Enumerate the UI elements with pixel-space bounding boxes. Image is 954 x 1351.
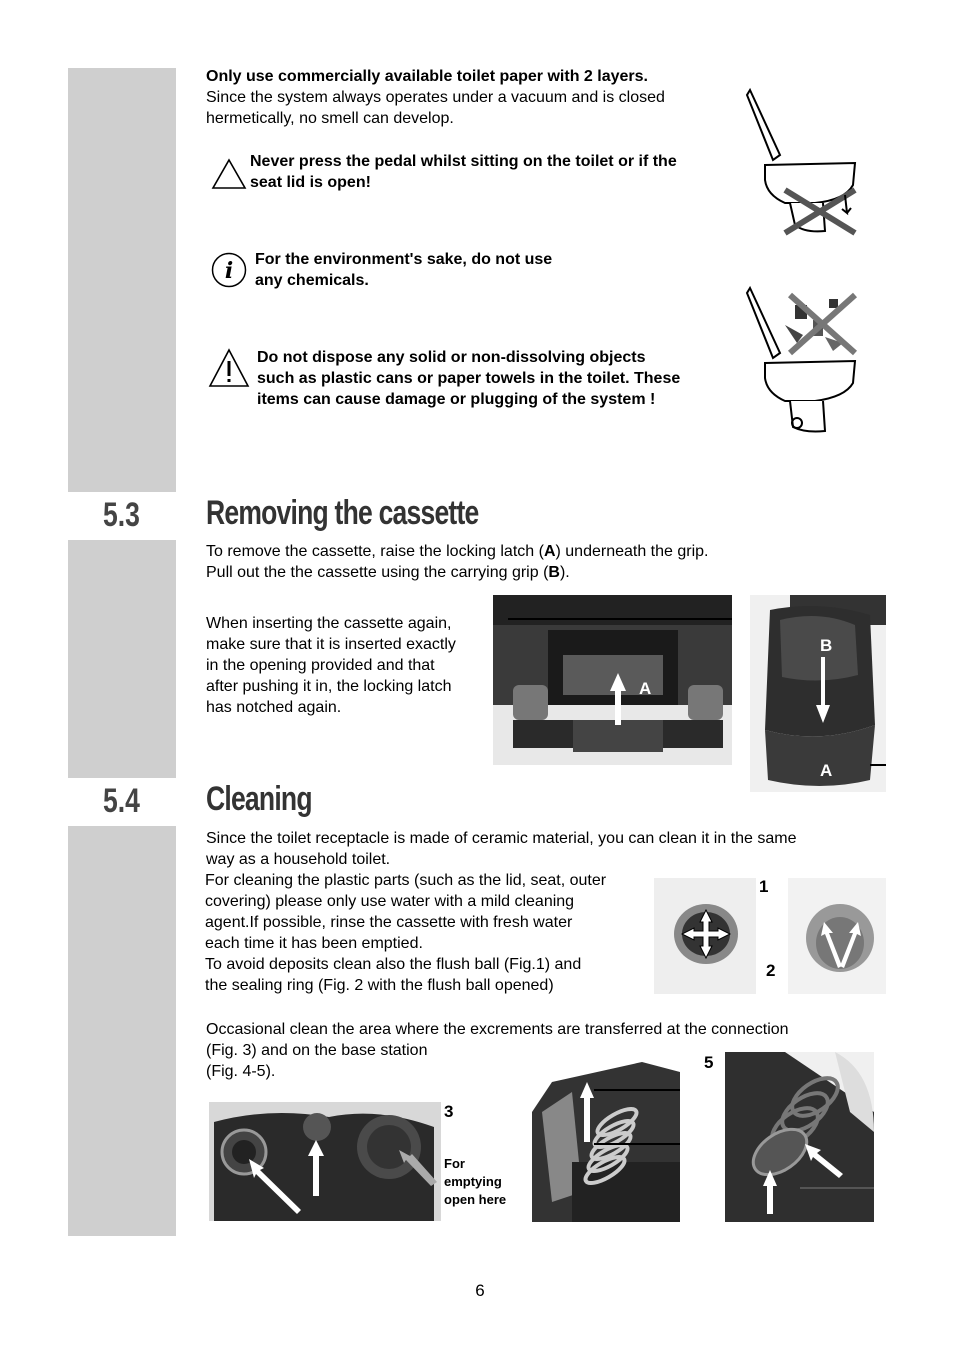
section-number-5-4: 5.4 — [103, 782, 140, 820]
section-title-removing-cassette: Removing the cassette — [206, 494, 479, 532]
sidebar-band — [68, 68, 176, 1236]
cleaning-line: To avoid deposits clean also the flush ball (Fig.1) and — [205, 956, 582, 973]
cassette-photo — [750, 595, 886, 792]
label-b: B — [820, 636, 833, 655]
fig-5-label: 5 — [704, 1053, 714, 1072]
warning-objects-line3: items can cause damage or plugging of the system ! — [257, 391, 656, 408]
cleaning-line: the sealing ring (Fig. 2 with the flush ball opened) — [205, 977, 554, 994]
emptying-line: emptying — [444, 1174, 502, 1189]
info-icon — [211, 252, 247, 288]
insert-line: make sure that it is inserted exactly — [206, 636, 456, 653]
text: Pull out the the cassette using the carrying grip ( — [206, 564, 549, 581]
warning-triangle-icon — [211, 158, 247, 190]
latch-letter: A — [543, 543, 556, 560]
warning-pedal — [250, 151, 740, 193]
fig-1-label: 1 — [759, 877, 769, 896]
cleaning-line: Since the toilet receptacle is made of ceramic material, you can clean it in the same — [206, 830, 797, 847]
sealing-ring-photo — [788, 878, 886, 994]
section53-line2 — [206, 562, 806, 583]
warning-objects — [257, 347, 747, 410]
latch-photo — [493, 595, 732, 765]
grip-letter: B — [548, 564, 560, 581]
text: To remove the cassette, raise the locking latch ( — [206, 543, 544, 560]
insert-line: has notched again. — [206, 699, 342, 716]
emptying-line: open here — [444, 1192, 507, 1207]
fig-2-label: 2 — [766, 961, 776, 980]
cleaning-line: For cleaning the plastic parts (such as the lid, seat, outer — [205, 872, 607, 889]
label-a-cassette: A — [820, 761, 833, 780]
cleaning-line: covering) please only use water with a mild cleaning — [205, 893, 575, 910]
section53-line1 — [206, 541, 806, 562]
warning-objects-line2: such as plastic cans or paper towels in the toilet. These — [257, 370, 681, 387]
text: ). — [559, 564, 570, 581]
page-number: 6 — [475, 1281, 485, 1300]
insert-line: in the opening provided and that — [206, 657, 435, 674]
intro-line2: Since the system always operates under a vacuum and is closed — [206, 89, 665, 106]
occ-line: (Fig. 3) and on the base station — [206, 1042, 428, 1059]
section53-intro — [206, 541, 806, 583]
occ-line: Occasional clean the area where the excrements are transferred at the connection — [206, 1021, 789, 1038]
intro-line3: hermetically, no smell can develop. — [206, 110, 454, 127]
svg-text:i: i — [224, 258, 234, 284]
occ-line: (Fig. 4-5). — [206, 1063, 276, 1080]
connection-photo — [209, 1102, 441, 1221]
insert-line: after pushing it in, the locking latch — [206, 678, 452, 695]
text: ) underneath the grip. — [555, 543, 709, 560]
toilet-objects-illustration — [745, 285, 865, 435]
section53-insert-text — [206, 613, 491, 718]
warning-pedal-line2: seat lid is open! — [250, 174, 371, 191]
intro-line1: Only use commercially available toilet paper with 2 layers. — [206, 68, 648, 85]
cleaning-line: agent.If possible, rinse the cassette with fresh water — [205, 914, 573, 931]
fig-3-label: 3 — [444, 1102, 454, 1121]
info-line2: any chemicals. — [255, 272, 369, 289]
emptying-line: For — [444, 1156, 465, 1171]
label-a: A — [639, 679, 652, 698]
base-station-photo — [532, 1052, 680, 1222]
intro-text — [206, 66, 746, 129]
cleaning-line: each time it has been emptied. — [205, 935, 423, 952]
insert-line: When inserting the cassette again, — [206, 615, 452, 632]
cleaning-line: way as a household toilet. — [206, 851, 391, 868]
info-chemicals — [255, 249, 675, 291]
warning-pedal-line1: Never press the pedal whilst sitting on the toilet or if the — [250, 153, 677, 170]
info-line1: For the environment's sake, do not use — [255, 251, 553, 268]
cleaning-text-2 — [205, 870, 655, 996]
section-number-5-3: 5.3 — [103, 496, 140, 534]
toilet-pedal-illustration — [745, 85, 865, 240]
warning-objects-line1: Do not dispose any solid or non-dissolving objects — [257, 349, 646, 366]
emptying-note — [444, 1155, 506, 1209]
warning-triangle-exclamation-icon — [208, 348, 250, 388]
hose-photo — [725, 1052, 874, 1222]
flush-ball-photo — [654, 878, 756, 994]
cleaning-text-1 — [206, 828, 886, 870]
section-title-cleaning: Cleaning — [206, 780, 312, 818]
